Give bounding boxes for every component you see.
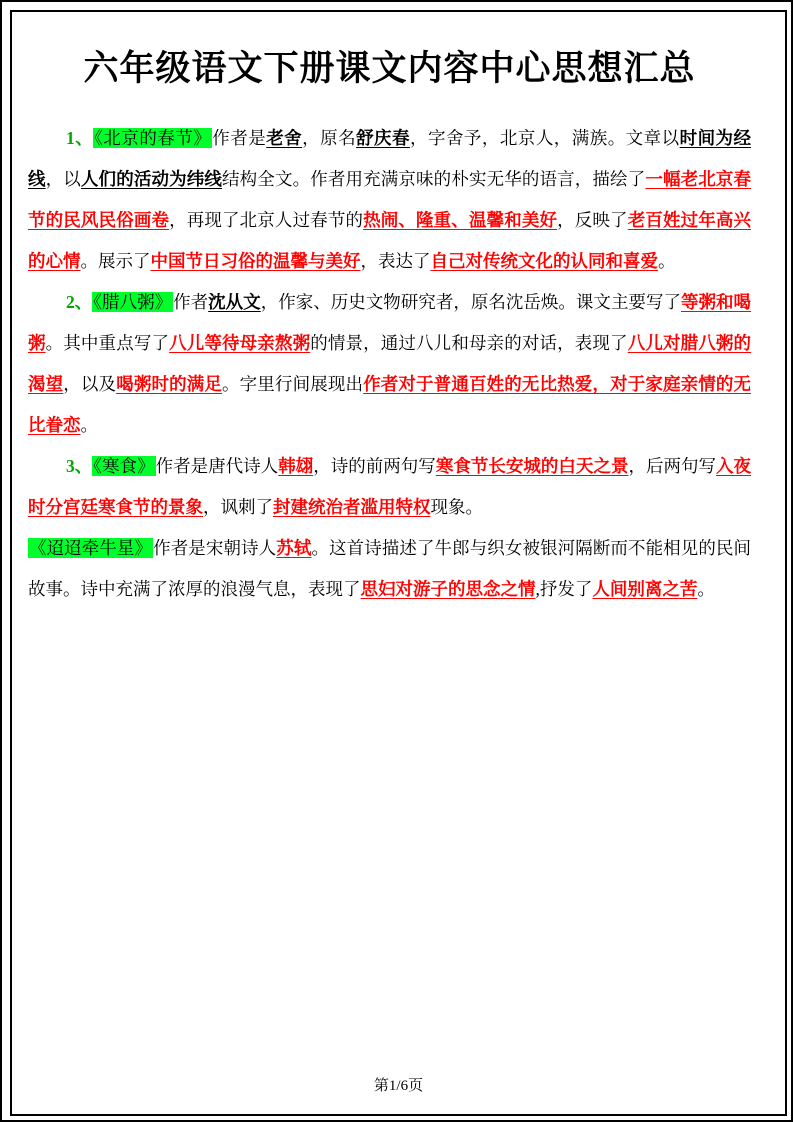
emphasis-text: 自己对传统文化的认同和喜爱 bbox=[430, 251, 658, 271]
emphasis-text: 人间别离之苦 bbox=[592, 579, 698, 599]
emphasis-text: 八儿等待母亲熬粥 bbox=[169, 333, 311, 353]
body-text-run: 作者 bbox=[173, 292, 209, 312]
body-text-run: ，以 bbox=[45, 169, 81, 189]
body-text-run: 。这首诗描述了牛郎与织女被银河隔断而不能相见的民间故事。诗中充满了浓厚的浪漫气息，表现了 bbox=[28, 538, 752, 599]
paragraph-3 bbox=[28, 446, 751, 528]
emphasis-text: 韩翃 bbox=[278, 456, 314, 476]
emphasis-text: 作者对于普通百姓的无比热爱，对于家庭亲情的无比眷恋 bbox=[28, 374, 752, 435]
lesson-title: 《迢迢牵牛星》 bbox=[29, 538, 153, 558]
body-text-run: ，再现了北京人过春节的 bbox=[169, 210, 364, 230]
emphasis-text: 人们的活动为纬线 bbox=[80, 169, 223, 189]
body-text-run: 。字里行间展现出 bbox=[222, 374, 364, 394]
emphasis-text: 等粥和喝粥 bbox=[28, 292, 752, 353]
body-text-run: ，作家、历史文物研究者，原名沈岳焕。课文主要写了 bbox=[260, 292, 681, 312]
body-text-run: 。其中重点写了 bbox=[45, 333, 170, 353]
page-title: 六年级语文下册课文内容中心思想汇总 bbox=[83, 49, 696, 88]
body-text-run: 作者是宋朝诗人 bbox=[153, 538, 277, 558]
body-text-run: ，讽刺了 bbox=[203, 497, 273, 517]
document-content bbox=[28, 46, 751, 610]
paragraph-number: 3、 bbox=[66, 456, 93, 476]
body-text-run: 结构全文。作者用充满京味的朴实无华的语言，描绘了 bbox=[222, 169, 646, 189]
emphasis-text: 舒庆春 bbox=[356, 128, 410, 148]
body-text-run: 。 bbox=[697, 579, 715, 599]
body-text-run: ，原名 bbox=[302, 128, 357, 148]
paragraph-1 bbox=[28, 118, 751, 282]
body-text-run: ，表达了 bbox=[360, 251, 431, 271]
lesson-title: 《腊八粥》 bbox=[93, 292, 173, 312]
emphasis-text: 时间为经线 bbox=[28, 128, 752, 189]
emphasis-text: 寒食节长安城的白天之景 bbox=[435, 456, 629, 476]
body-text-run: ，反映了 bbox=[557, 210, 628, 230]
emphasis-text: 封建统治者滥用特权 bbox=[273, 497, 431, 517]
paragraph-number: 1、 bbox=[66, 128, 94, 148]
emphasis-text: 老舍 bbox=[266, 128, 303, 148]
emphasis-text: 老百姓过年高兴的心情 bbox=[28, 210, 752, 271]
body-text-run: 的情景，通过八儿和母亲的对话，表现了 bbox=[310, 333, 628, 353]
body-text-run: ，诗的前两句写 bbox=[313, 456, 436, 476]
emphasis-text: 喝粥时的满足 bbox=[116, 374, 223, 394]
paragraph-4 bbox=[28, 528, 751, 610]
body-text-run: 。 bbox=[80, 415, 98, 435]
lesson-title: 《北京的春节》 bbox=[94, 128, 212, 148]
emphasis-text: 热闹、隆重、温馨和美好 bbox=[363, 210, 558, 230]
body-text-run: 作者是唐代诗人 bbox=[155, 456, 279, 476]
body-text-run: ,抒发了 bbox=[535, 579, 593, 599]
emphasis-text: 思妇对游子的思念之情 bbox=[360, 579, 536, 599]
document-body bbox=[28, 118, 751, 610]
emphasis-text: 八儿对腊八粥的渴望 bbox=[28, 333, 752, 394]
body-text-run: 作者是 bbox=[212, 128, 267, 148]
body-text-run: ，以及 bbox=[63, 374, 117, 394]
emphasis-text: 一幅老北京春节的民风民俗画卷 bbox=[28, 169, 752, 230]
page-footer: 第1/6页 bbox=[373, 1078, 424, 1094]
emphasis-text: 苏轼 bbox=[276, 538, 312, 558]
emphasis-text: 入夜时分宫廷寒食节的景象 bbox=[28, 456, 752, 517]
paragraph-2 bbox=[28, 282, 751, 446]
body-text-run: ，后两句写 bbox=[628, 456, 717, 476]
body-text-run: ，字舍予，北京人，满族。文章以 bbox=[410, 128, 680, 148]
emphasis-text: 中国节日习俗的温馨与美好 bbox=[150, 251, 361, 271]
emphasis-text: 沈从文 bbox=[208, 292, 261, 312]
paragraph-number: 2、 bbox=[66, 292, 93, 312]
lesson-title: 《寒食》 bbox=[93, 456, 155, 476]
body-text-run: 。展示了 bbox=[80, 251, 151, 271]
body-text-run: 。 bbox=[658, 251, 676, 271]
body-text-run: 现象。 bbox=[430, 497, 483, 517]
